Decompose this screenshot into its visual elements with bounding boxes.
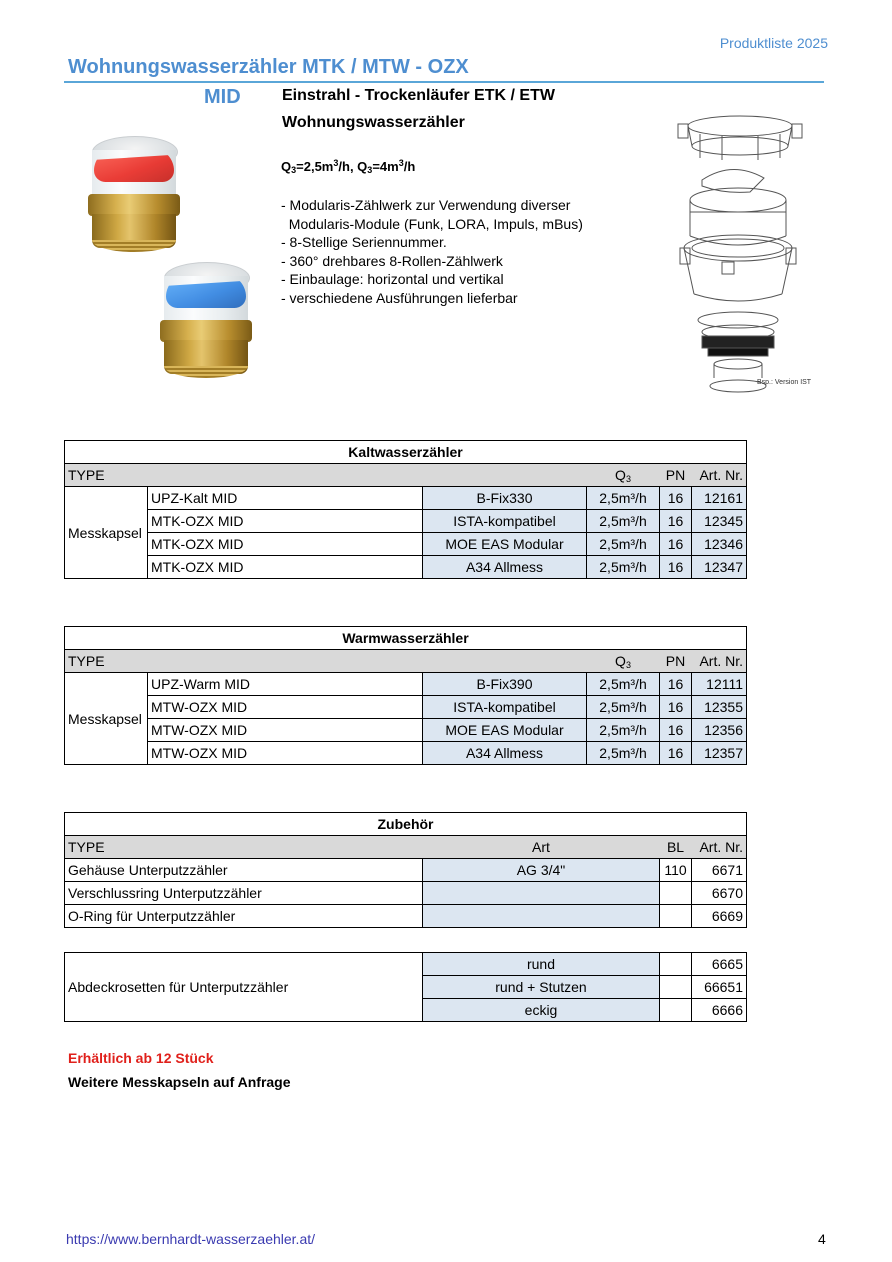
table-row (65, 696, 747, 719)
feature-item: - 360° drehbares 8-Rollen-Zählwerk (281, 252, 503, 269)
q3-cell: 2,5m³/h (587, 742, 660, 765)
bl-cell (660, 976, 692, 999)
art-nr-cell: 6665 (692, 953, 747, 976)
type-cell: MTK-OZX MID (148, 510, 423, 533)
variant-cell: ISTA-kompatibel (423, 696, 587, 719)
type-cell: MTK-OZX MID (148, 556, 423, 579)
header-art-nr: Art. Nr. (692, 650, 747, 673)
variant-cell: A34 Allmess (423, 556, 587, 579)
q-index: 3 (291, 165, 297, 175)
q-symbol: Q (615, 653, 626, 669)
feature-item: - Einbaulage: horizontal und vertikal (281, 271, 504, 288)
unit-exponent: 3 (333, 158, 339, 168)
type-cell: O-Ring für Unterputzzähler (65, 905, 423, 928)
warmwasser-table (64, 626, 747, 765)
variant-cell: MOE EAS Modular (423, 533, 587, 556)
art-nr-cell: 6669 (692, 905, 747, 928)
variant-cell: MOE EAS Modular (423, 719, 587, 742)
art-nr-cell: 66651 (692, 976, 747, 999)
art-nr-cell: 6671 (692, 859, 747, 882)
table-title: Zubehör (65, 813, 747, 836)
product-subtitle: Einstrahl - Trockenläufer ETK / ETW (282, 87, 555, 104)
q3-cell: 2,5m³/h (587, 696, 660, 719)
page-number: 4 (818, 1231, 826, 1247)
q3-value-a: =2,5m (296, 159, 334, 174)
variant-cell: B-Fix390 (423, 673, 587, 696)
brass-thread (164, 366, 248, 378)
header-pn: PN (660, 464, 692, 487)
kind-cell (423, 905, 660, 928)
header-art-nr: Art. Nr. (692, 464, 747, 487)
q3-cell: 2,5m³/h (587, 673, 660, 696)
unit-tail: /h (403, 159, 416, 174)
pn-cell: 16 (660, 696, 692, 719)
table-title: Kaltwasserzähler (65, 441, 747, 464)
feature-item: Modularis-Module (Funk, LORA, Impuls, mBus) (281, 215, 583, 232)
register-part (690, 188, 786, 245)
type-cell: MTW-OZX MID (148, 742, 423, 765)
outlet-part (710, 359, 766, 392)
art-nr-cell: 12357 (692, 742, 747, 765)
header-q3 (587, 464, 660, 487)
header-type: TYPE (65, 836, 423, 859)
pn-cell: 16 (660, 533, 692, 556)
q-index: 3 (625, 474, 631, 484)
type-cell: Gehäuse Unterputzzähler (65, 859, 423, 882)
q-index: 3 (625, 660, 631, 670)
kind-cell: rund + Stutzen (423, 976, 660, 999)
top-ring-part (678, 116, 802, 160)
bl-cell (660, 905, 692, 928)
more-capsules-note: Weitere Messkapseln auf Anfrage (68, 1074, 291, 1090)
header-type: TYPE (65, 650, 587, 673)
document-label: Produktliste 2025 (719, 35, 828, 51)
table-row (65, 882, 747, 905)
table-row (65, 510, 747, 533)
warm-meter-image-blue (158, 262, 254, 382)
bl-cell (660, 882, 692, 905)
group-label: Messkapsel (65, 487, 148, 579)
flow-rate-spec (281, 158, 415, 175)
table-row (65, 533, 747, 556)
art-nr-cell: 12345 (692, 510, 747, 533)
header-art: Art (423, 836, 660, 859)
cold-meter-image-red (86, 136, 182, 256)
seal-ring-part (698, 312, 778, 328)
drawing-caption: Bsp.: Version IST (757, 379, 812, 386)
q-symbol: Q (281, 159, 292, 174)
q-symbol: Q (357, 159, 368, 174)
header-bl: BL (660, 836, 692, 859)
bl-cell (660, 999, 692, 1022)
q3-cell: 2,5m³/h (587, 510, 660, 533)
kind-cell: rund (423, 953, 660, 976)
unit-exponent: 3 (398, 158, 404, 168)
type-cell: MTW-OZX MID (148, 696, 423, 719)
art-nr-cell: 12347 (692, 556, 747, 579)
title-divider (64, 81, 824, 83)
zubehoer-table (64, 812, 747, 928)
q3-cell: 2,5m³/h (587, 533, 660, 556)
brass-thread (92, 240, 176, 252)
art-nr-cell: 12355 (692, 696, 747, 719)
q-index: 3 (367, 165, 373, 175)
table-row (65, 859, 747, 882)
type-cell: MTK-OZX MID (148, 533, 423, 556)
variant-cell: A34 Allmess (423, 742, 587, 765)
kind-cell (423, 882, 660, 905)
table-header (65, 836, 747, 859)
header-q3 (587, 650, 660, 673)
unit-tail: /h, (338, 159, 358, 174)
feature-item: - Modularis-Zählwerk zur Verwendung diverser (281, 197, 571, 213)
group-label: Messkapsel (65, 673, 148, 765)
page-title: Wohnungswasserzähler MTK / MTW - OZX (68, 56, 469, 78)
table-header (65, 464, 747, 487)
filter-part (702, 325, 774, 356)
table-row (65, 556, 747, 579)
bl-cell: 110 (660, 859, 692, 882)
art-nr-cell: 12356 (692, 719, 747, 742)
kaltwasser-table (64, 440, 747, 579)
pn-cell: 16 (660, 719, 692, 742)
table-row (65, 953, 747, 976)
bl-cell (660, 953, 692, 976)
q3-cell: 2,5m³/h (587, 487, 660, 510)
feature-list (281, 196, 583, 308)
mid-badge: MID (204, 86, 241, 108)
header-pn: PN (660, 650, 692, 673)
q3-cell: 2,5m³/h (587, 556, 660, 579)
brass-ring (88, 194, 180, 216)
type-cell: UPZ-Warm MID (148, 673, 423, 696)
q3-value-b: =4m (372, 159, 399, 174)
pn-cell: 16 (660, 742, 692, 765)
art-nr-cell: 6666 (692, 999, 747, 1022)
availability-note: Erhältlich ab 12 Stück (68, 1050, 214, 1066)
table-row (65, 719, 747, 742)
table-header (65, 650, 747, 673)
product-category: Wohnungswasserzähler (282, 114, 465, 131)
header-type: TYPE (65, 464, 587, 487)
type-cell: MTW-OZX MID (148, 719, 423, 742)
type-cell: UPZ-Kalt MID (148, 487, 423, 510)
feature-item: - verschiedene Ausführungen lieferbar (281, 289, 518, 306)
art-nr-cell: 12346 (692, 533, 747, 556)
table-row (65, 742, 747, 765)
website-link[interactable]: https://www.bernhardt-wasserzaehler.at/ (66, 1231, 316, 1247)
art-nr-cell: 12111 (692, 673, 747, 696)
table-row (65, 905, 747, 928)
pn-cell: 16 (660, 487, 692, 510)
art-nr-cell: 6670 (692, 882, 747, 905)
q3-cell: 2,5m³/h (587, 719, 660, 742)
rosetten-table (64, 952, 747, 1022)
type-cell: Verschlussring Unterputzzähler (65, 882, 423, 905)
pn-cell: 16 (660, 556, 692, 579)
variant-cell: ISTA-kompatibel (423, 510, 587, 533)
feature-item: - 8-Stellige Seriennummer. (281, 234, 447, 251)
type-cell: Abdeckrosetten für Unterputzzähler (65, 953, 423, 1022)
exploded-view-drawing (672, 108, 812, 398)
variant-cell: B-Fix330 (423, 487, 587, 510)
q-symbol: Q (615, 467, 626, 483)
brass-ring (160, 320, 252, 342)
kind-cell: eckig (423, 999, 660, 1022)
table-row (65, 673, 747, 696)
pn-cell: 16 (660, 673, 692, 696)
table-row (65, 487, 747, 510)
kind-cell: AG 3/4" (423, 859, 660, 882)
pn-cell: 16 (660, 510, 692, 533)
table-title: Warmwasserzähler (65, 627, 747, 650)
art-nr-cell: 12161 (692, 487, 747, 510)
header-art-nr: Art. Nr. (692, 836, 747, 859)
